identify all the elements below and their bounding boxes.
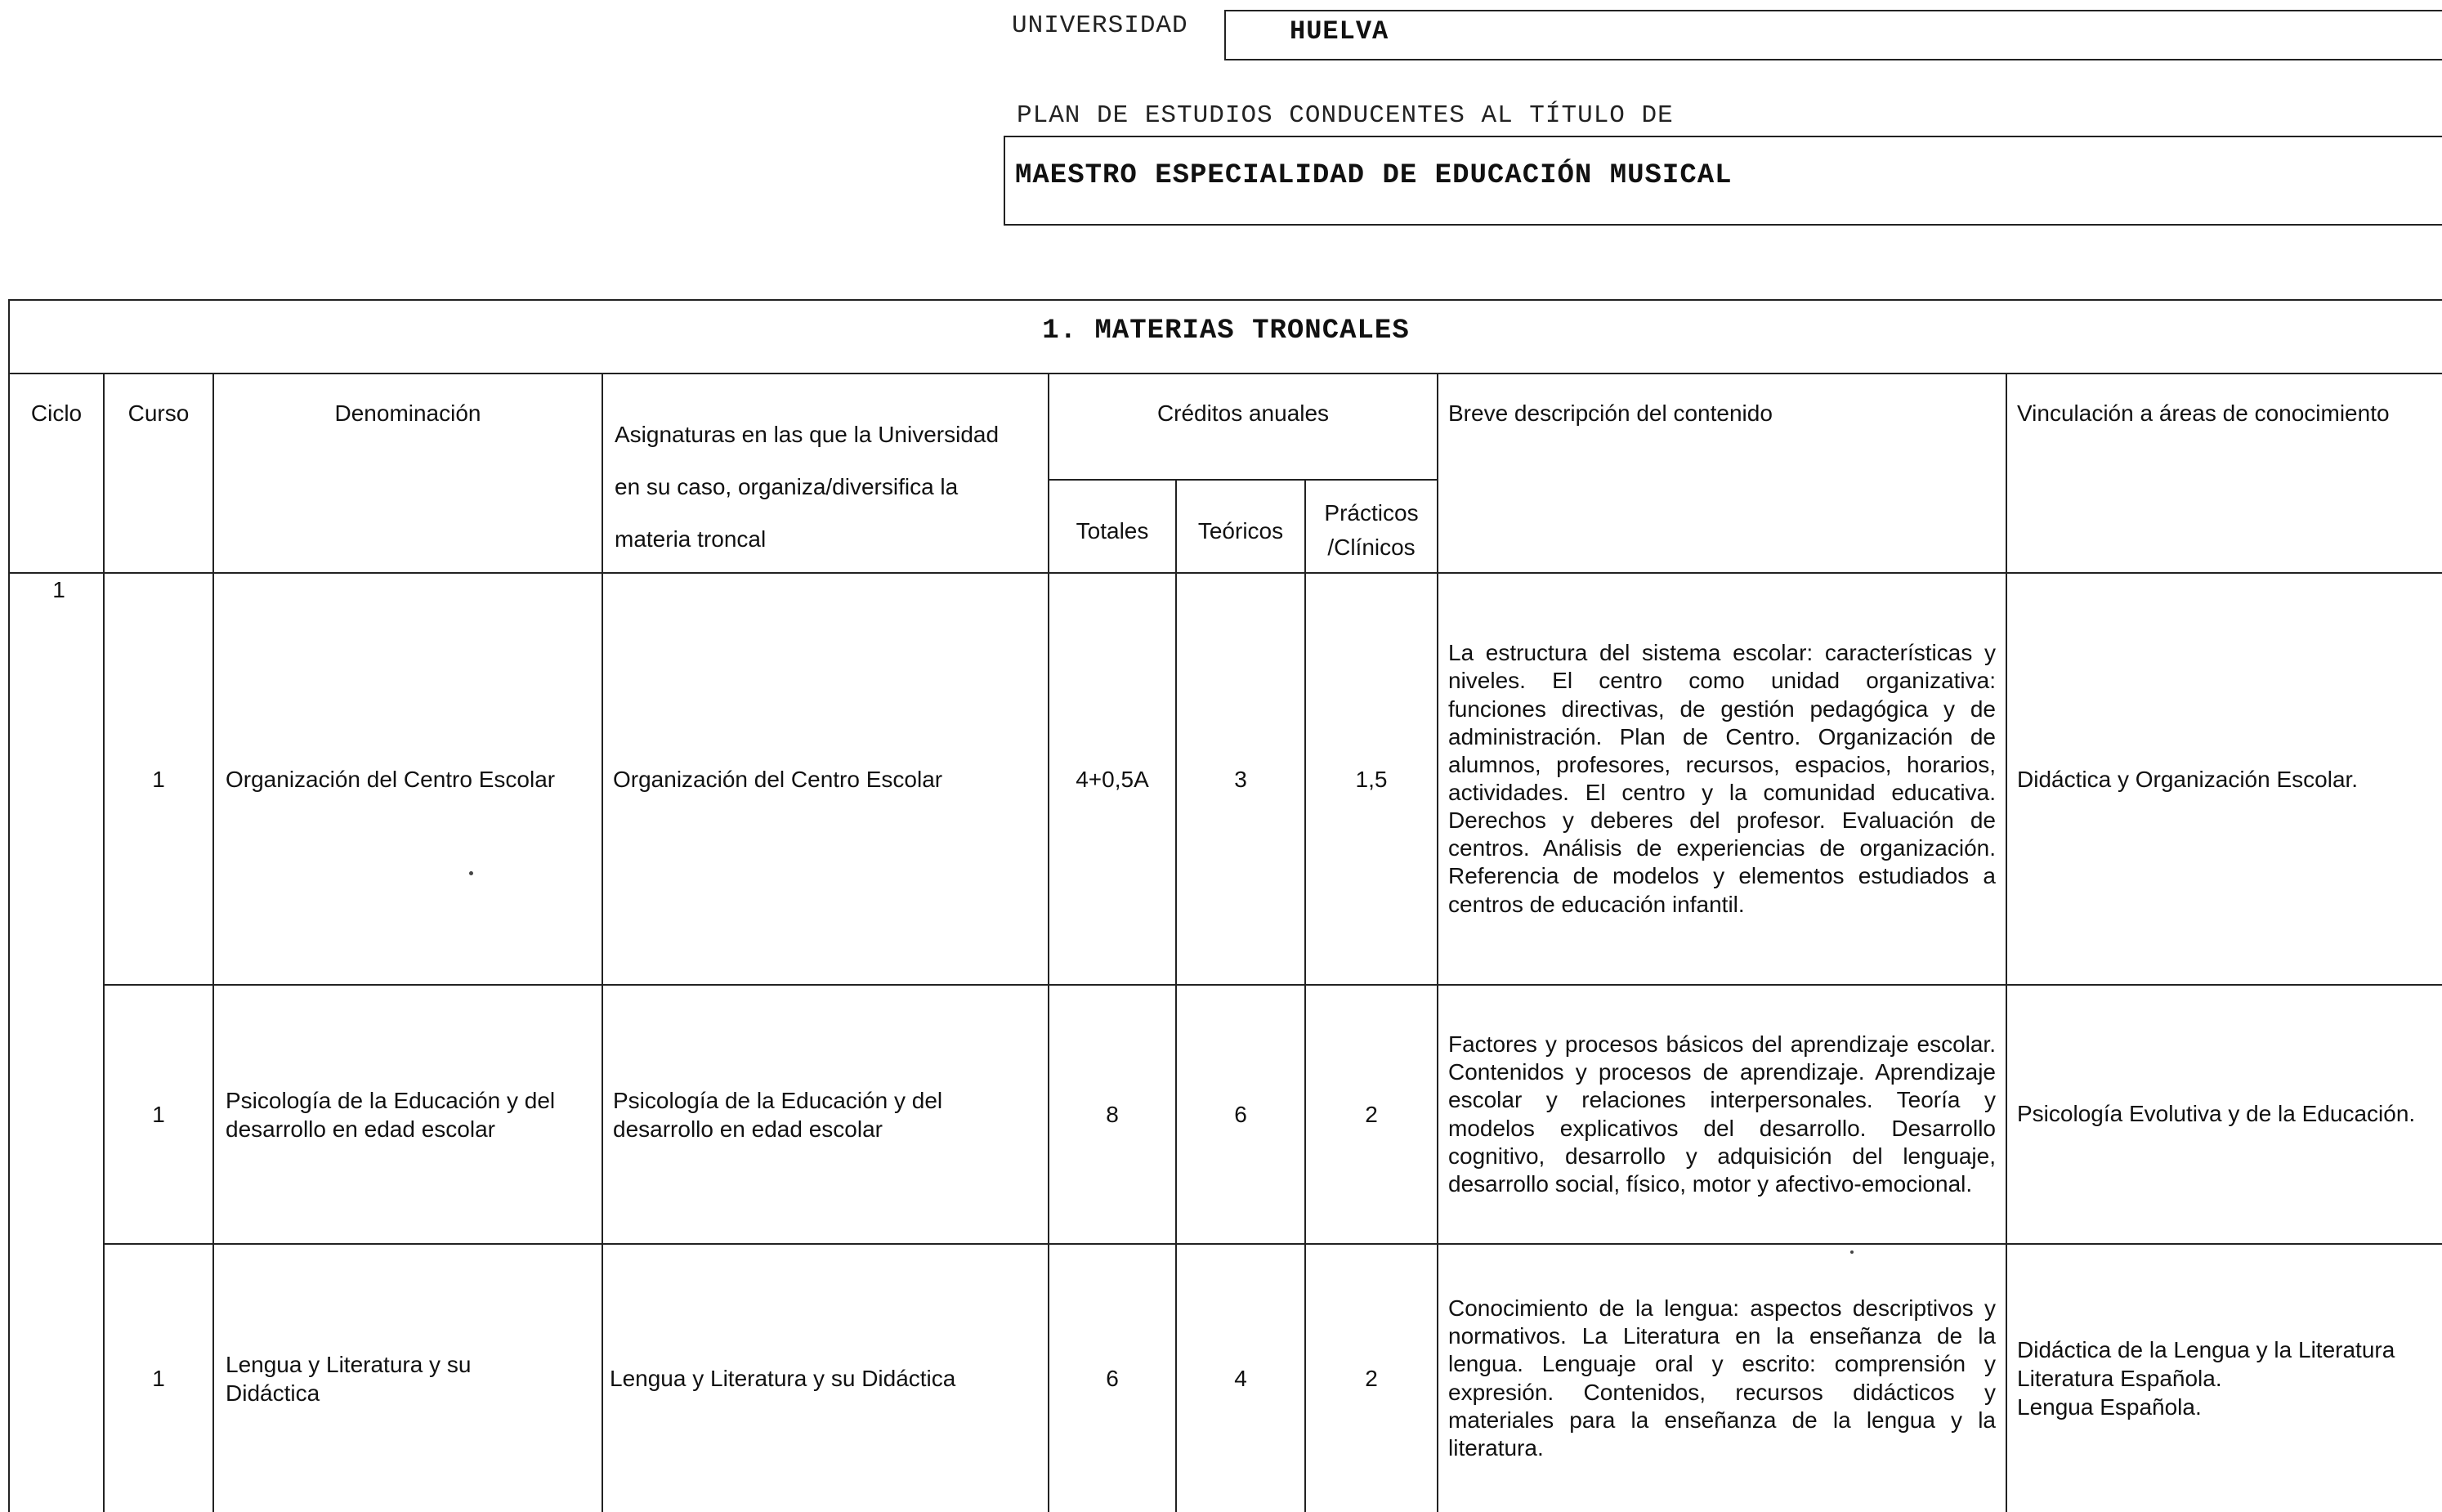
header-asignaturas-line2: en su caso, organiza/diversifica la xyxy=(615,474,959,499)
ciclo-value: 1 xyxy=(52,577,65,602)
row1-curso: 1 xyxy=(152,766,165,792)
header-practicos-line2: /Clínicos xyxy=(1327,535,1416,560)
university-box xyxy=(1224,10,2442,60)
row1-asignatura: Organización del Centro Escolar xyxy=(613,766,943,792)
row2-asignatura: Psicología de la Educación y del desarrollo en edad escolar xyxy=(613,1087,943,1142)
row3-vinculacion-line3: Lengua Española. xyxy=(2017,1394,2202,1420)
header-denominacion: Denominación xyxy=(334,400,481,426)
university-name: HUELVA xyxy=(1290,16,1389,47)
row2-curso: 1 xyxy=(152,1102,165,1127)
row3-vinculacion-line2: Literatura Española. xyxy=(2017,1366,2222,1391)
row2-totales: 8 xyxy=(1106,1102,1119,1127)
header-asignaturas-line1: Asignaturas en las que la Universidad xyxy=(615,422,1000,447)
credits-sub-rule xyxy=(1048,479,1437,481)
header-vinculacion: Vinculación a áreas de conocimiento xyxy=(2017,400,2390,426)
col-rule-denominacion xyxy=(602,373,603,1512)
university-label: UNIVERSIDAD xyxy=(1012,11,1188,40)
row1-teoricos: 3 xyxy=(1234,766,1247,792)
scan-speck xyxy=(1850,1250,1854,1254)
row2-denominacion: Psicología de la Educación y del desarrollo en edad escolar xyxy=(226,1087,556,1142)
row1-denominacion: Organización del Centro Escolar xyxy=(226,766,556,792)
row3-curso: 1 xyxy=(152,1366,165,1391)
row1-descripcion: La estructura del sistema escolar: características y niveles. El centro como unidad organizativa: funciones directivas, de gestión pedagógica y de administración. Plan de Centro. Organización de alumnos, profesores, recursos, espacios, horarios, actividades. El centro y la comunidad educativa. Derechos y deberes del profesor. Evaluación de centros. Análisis de experiencias de organización. Referencia de modelos y elementos estudiados a centros de educación infantil. xyxy=(1448,640,1996,917)
row3-practicos: 2 xyxy=(1365,1366,1378,1391)
row3-totales: 6 xyxy=(1106,1366,1119,1391)
row3-teoricos: 4 xyxy=(1234,1366,1247,1391)
row3-denominacion: Lengua y Literatura y su Didáctica xyxy=(226,1351,472,1406)
plan-label: PLAN DE ESTUDIOS CONDUCENTES AL TÍTULO DE xyxy=(1017,101,1674,130)
row2-teoricos: 6 xyxy=(1234,1102,1247,1127)
header-practicos-line1: Prácticos xyxy=(1324,500,1419,526)
row3-vinculacion-line1: Didáctica de la Lengua y la Literatura xyxy=(2017,1337,2395,1362)
header-asignaturas-line3: materia troncal xyxy=(615,526,767,552)
degree-title: MAESTRO ESPECIALIDAD DE EDUCACIÓN MUSICAL xyxy=(1015,160,1733,191)
row2-practicos: 2 xyxy=(1365,1102,1378,1127)
row3-vinculacion xyxy=(2017,1245,2442,1512)
row3-asignatura: Lengua y Literatura y su Didáctica xyxy=(610,1366,956,1391)
row1-totales: 4+0,5A xyxy=(1076,766,1149,792)
header-totales: Totales xyxy=(1076,518,1149,544)
header-descripcion: Breve descripción del contenido xyxy=(1448,400,1773,426)
row3-descripcion: Conocimiento de la lengua: aspectos descriptivos y normativos. La Literatura en la enseñanza de la lengua. Lenguaje oral y escrito: comprensión y expresión. Contenidos, recursos didácticos y materiales para la enseñanza de la lengua y la literatura. xyxy=(1448,1295,1996,1461)
col-rule-creditos xyxy=(1437,373,1438,1512)
row1-practicos: 1,5 xyxy=(1355,766,1388,792)
section-title: 1. MATERIAS TRONCALES xyxy=(1042,315,1410,347)
row2-vinculacion: Psicología Evolutiva y de la Educación. xyxy=(2017,1101,2416,1127)
scan-speck xyxy=(469,871,473,875)
header-top-rule xyxy=(8,373,2442,374)
col-rule-descripcion xyxy=(2006,373,2007,1512)
col-rule-curso xyxy=(212,373,214,1512)
row2-descripcion: Factores y procesos básicos del aprendizaje escolar. Contenidos y procesos de aprendizaje. Aprendizaje escolar y relaciones interpersonales. Teoría y modelos explicativos del desarrollo. Desarrollo cognitivo, desarrollo y adquisición del lenguaje, desarrollo social, físico, motor y afectivo-emocional. xyxy=(1448,1031,1996,1197)
header-curso: Curso xyxy=(127,400,190,426)
header-creditos: Créditos anuales xyxy=(1156,400,1330,426)
row1-vinculacion: Didáctica y Organización Escolar. xyxy=(2017,766,2359,792)
header-teoricos: Teóricos xyxy=(1197,518,1284,544)
header-ciclo: Ciclo xyxy=(30,400,83,426)
